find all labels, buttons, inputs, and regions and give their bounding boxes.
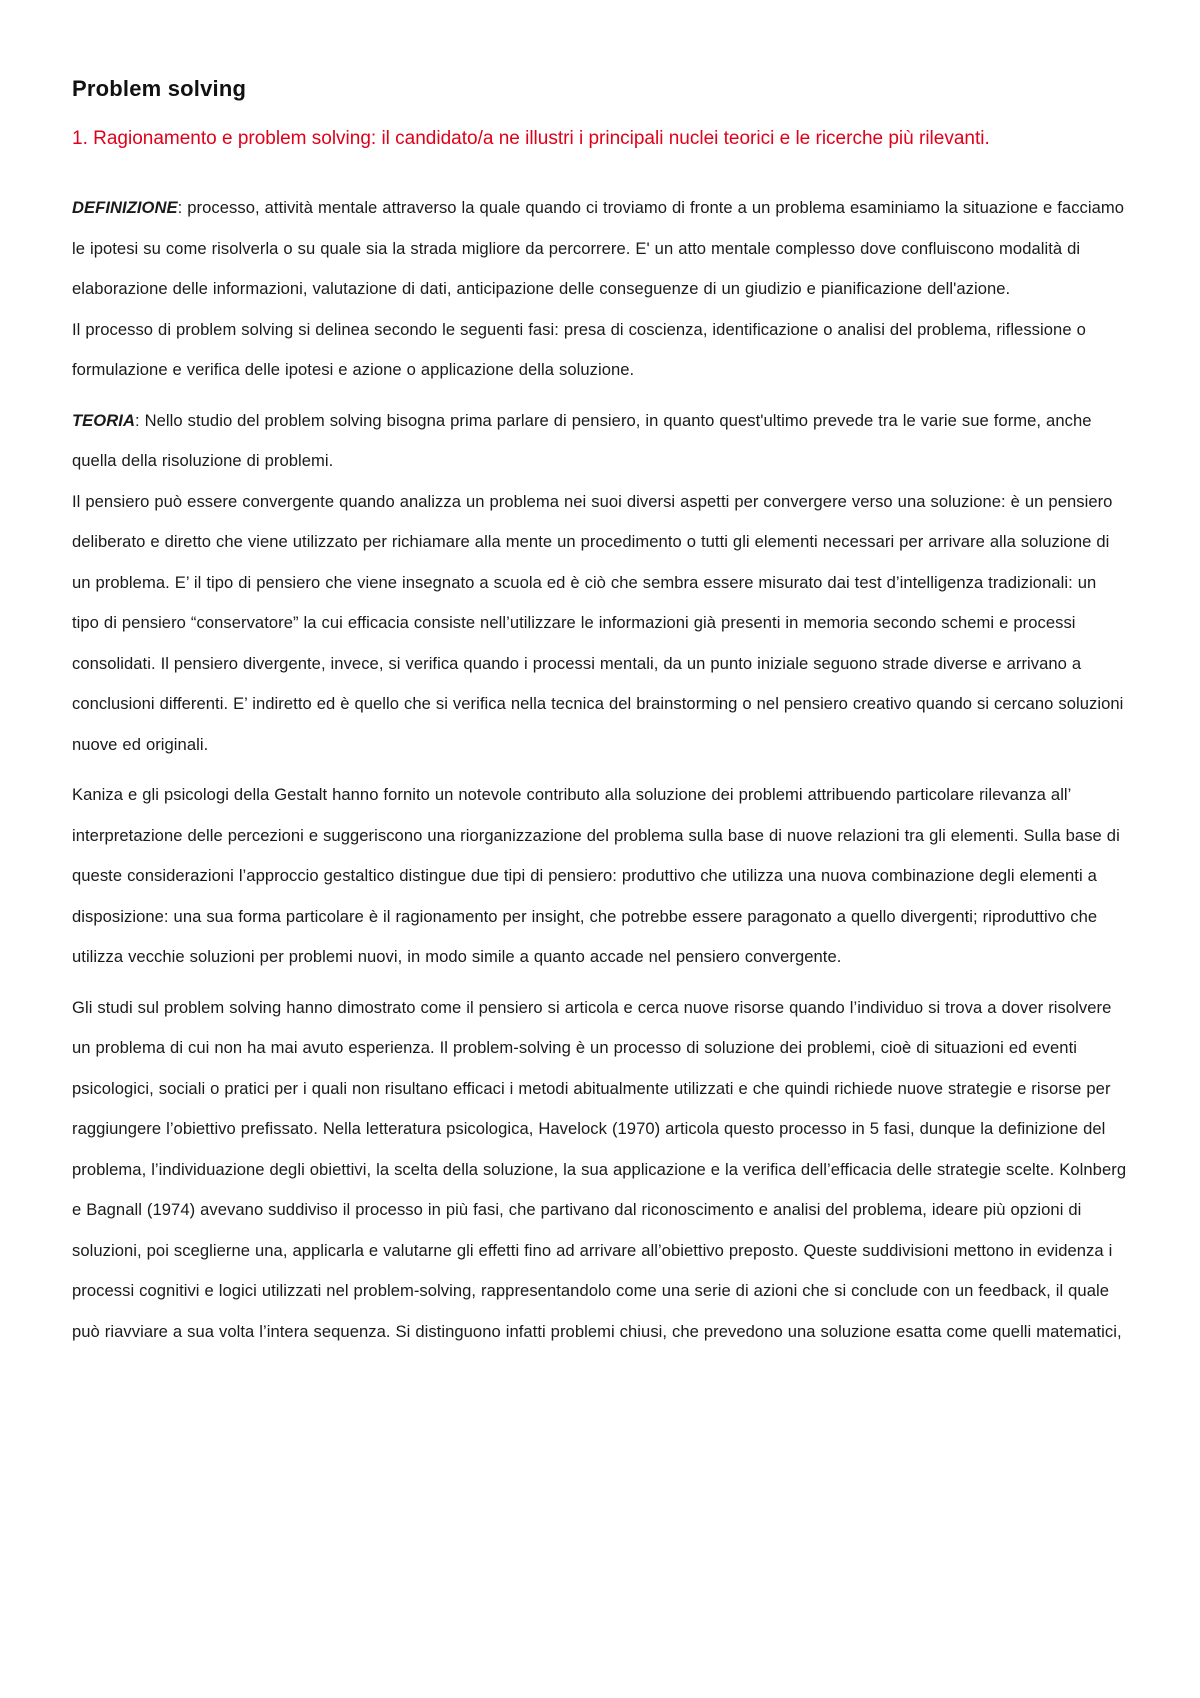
- paragraph-definizione: [72, 188, 1128, 310]
- definizione-label: DEFINIZIONE: [72, 198, 178, 217]
- paragraph-pensiero: Il pensiero può essere convergente quando analizza un problema nei suoi diversi aspetti per convergere verso una soluzione: è un pensiero deliberato e diretto che viene utilizzato per richiamare alla mente un procedimento o tutti gli elementi necessari per arrivare alla soluzione di un problema. E’ il tipo di pensiero che viene insegnato a scuola ed è ciò che sembra essere misurato dai test d’intelligenza tradizionali: un tipo di pensiero “conservatore” la cui efficacia consiste nell’utilizzare le informazioni già presenti in memoria secondo schemi e processi consolidati. Il pensiero divergente, invece, si verifica quando i processi mentali, da un punto iniziale seguono strade diverse e arrivano a conclusioni differenti. E’ indiretto ed è quello che si verifica nella tecnica del brainstorming o nel pensiero creativo quando si cercano soluzioni nuove ed originali.: [72, 491, 1124, 754]
- teoria-text: : Nello studio del problem solving bisogna prima parlare di pensiero, in quanto quest'ultimo prevede tra le varie sue forme, anche quella della risoluzione di problemi.: [72, 410, 1092, 470]
- definizione-text: : processo, attività mentale attraverso la quale quando ci troviamo di fronte a un problema esaminiamo la situazione e facciamo le ipotesi su come risolverla o su quale sia la strada migliore da percorrere. E' un atto mentale complesso dove confluiscono modalità di elaborazione delle informazioni, valutazione di dati, anticipazione delle conseguenze di un giudizio e pianificazione dell'azione.: [72, 198, 1125, 298]
- paragraph-teoria: [72, 401, 1128, 482]
- page-title: Problem solving: [72, 76, 247, 101]
- exam-question: 1. Ragionamento e problem solving: il candidato/a ne illustri i principali nuclei teorici e le ricerche più rilevanti.: [72, 128, 990, 149]
- paragraph-processo: Il processo di problem solving si delinea secondo le seguenti fasi: presa di coscienza, identificazione o analisi del problema, riflessione o formulazione e verifica delle ipotesi e azione o applicazione della soluzione.: [72, 319, 1086, 379]
- paragraph-studi: Gli studi sul problem solving hanno dimostrato come il pensiero si articola e cerca nuove risorse quando l’individuo si trova a dover risolvere un problema di cui non ha mai avuto esperienza. Il problem-solving è un processo di soluzione dei problemi, cioè di situazioni ed eventi psicologici, sociali o pratici per i quali non risultano efficaci i metodi abitualmente utilizzati e che quindi richiede nuove strategie e risorse per raggiungere l’obiettivo prefissato. Nella letteratura psicologica, Havelock (1970) articola questo processo in 5 fasi, dunque la definizione del problema, l’individuazione degli obiettivi, la scelta della soluzione, la sua applicazione e la verifica dell’efficacia delle strategie scelte. Kolnberg e Bagnall (1974) avevano suddiviso il processo in più fasi, che partivano dal riconoscimento e analisi del problema, ideare più opzioni di soluzioni, poi sceglierne una, applicarla e valutarne gli effetti fino ad arrivare all’obiettivo preposto. Queste suddivisioni mettono in evidenza i processi cognitivi e logici utilizzati nel problem-solving, rappresentandolo come una serie di azioni che si conclude con un feedback, il quale può riavviare a sua volta l’intera sequenza. Si distinguono infatti problemi chiusi, che prevedono una soluzione esatta come quelli matematici,: [72, 997, 1127, 1341]
- teoria-label: TEORIA: [72, 410, 135, 430]
- paragraph-gestalt: Kaniza e gli psicologi della Gestalt hanno fornito un notevole contributo alla soluzione dei problemi attribuendo particolare rilevanza all’ interpretazione delle percezioni e suggeriscono una riorganizzazione del problema sulla base di nuove relazioni tra gli elementi. Sulla base di queste considerazioni l’approccio gestaltico distingue due tipi di pensiero: produttivo che utilizza una nuova combinazione degli elementi a disposizione: una sua forma particolare è il ragionamento per insight, che potrebbe essere paragonato a quello divergenti; riproduttivo che utilizza vecchie soluzioni per problemi nuovi, in modo simile a quanto accade nel pensiero convergente.: [72, 785, 1120, 966]
